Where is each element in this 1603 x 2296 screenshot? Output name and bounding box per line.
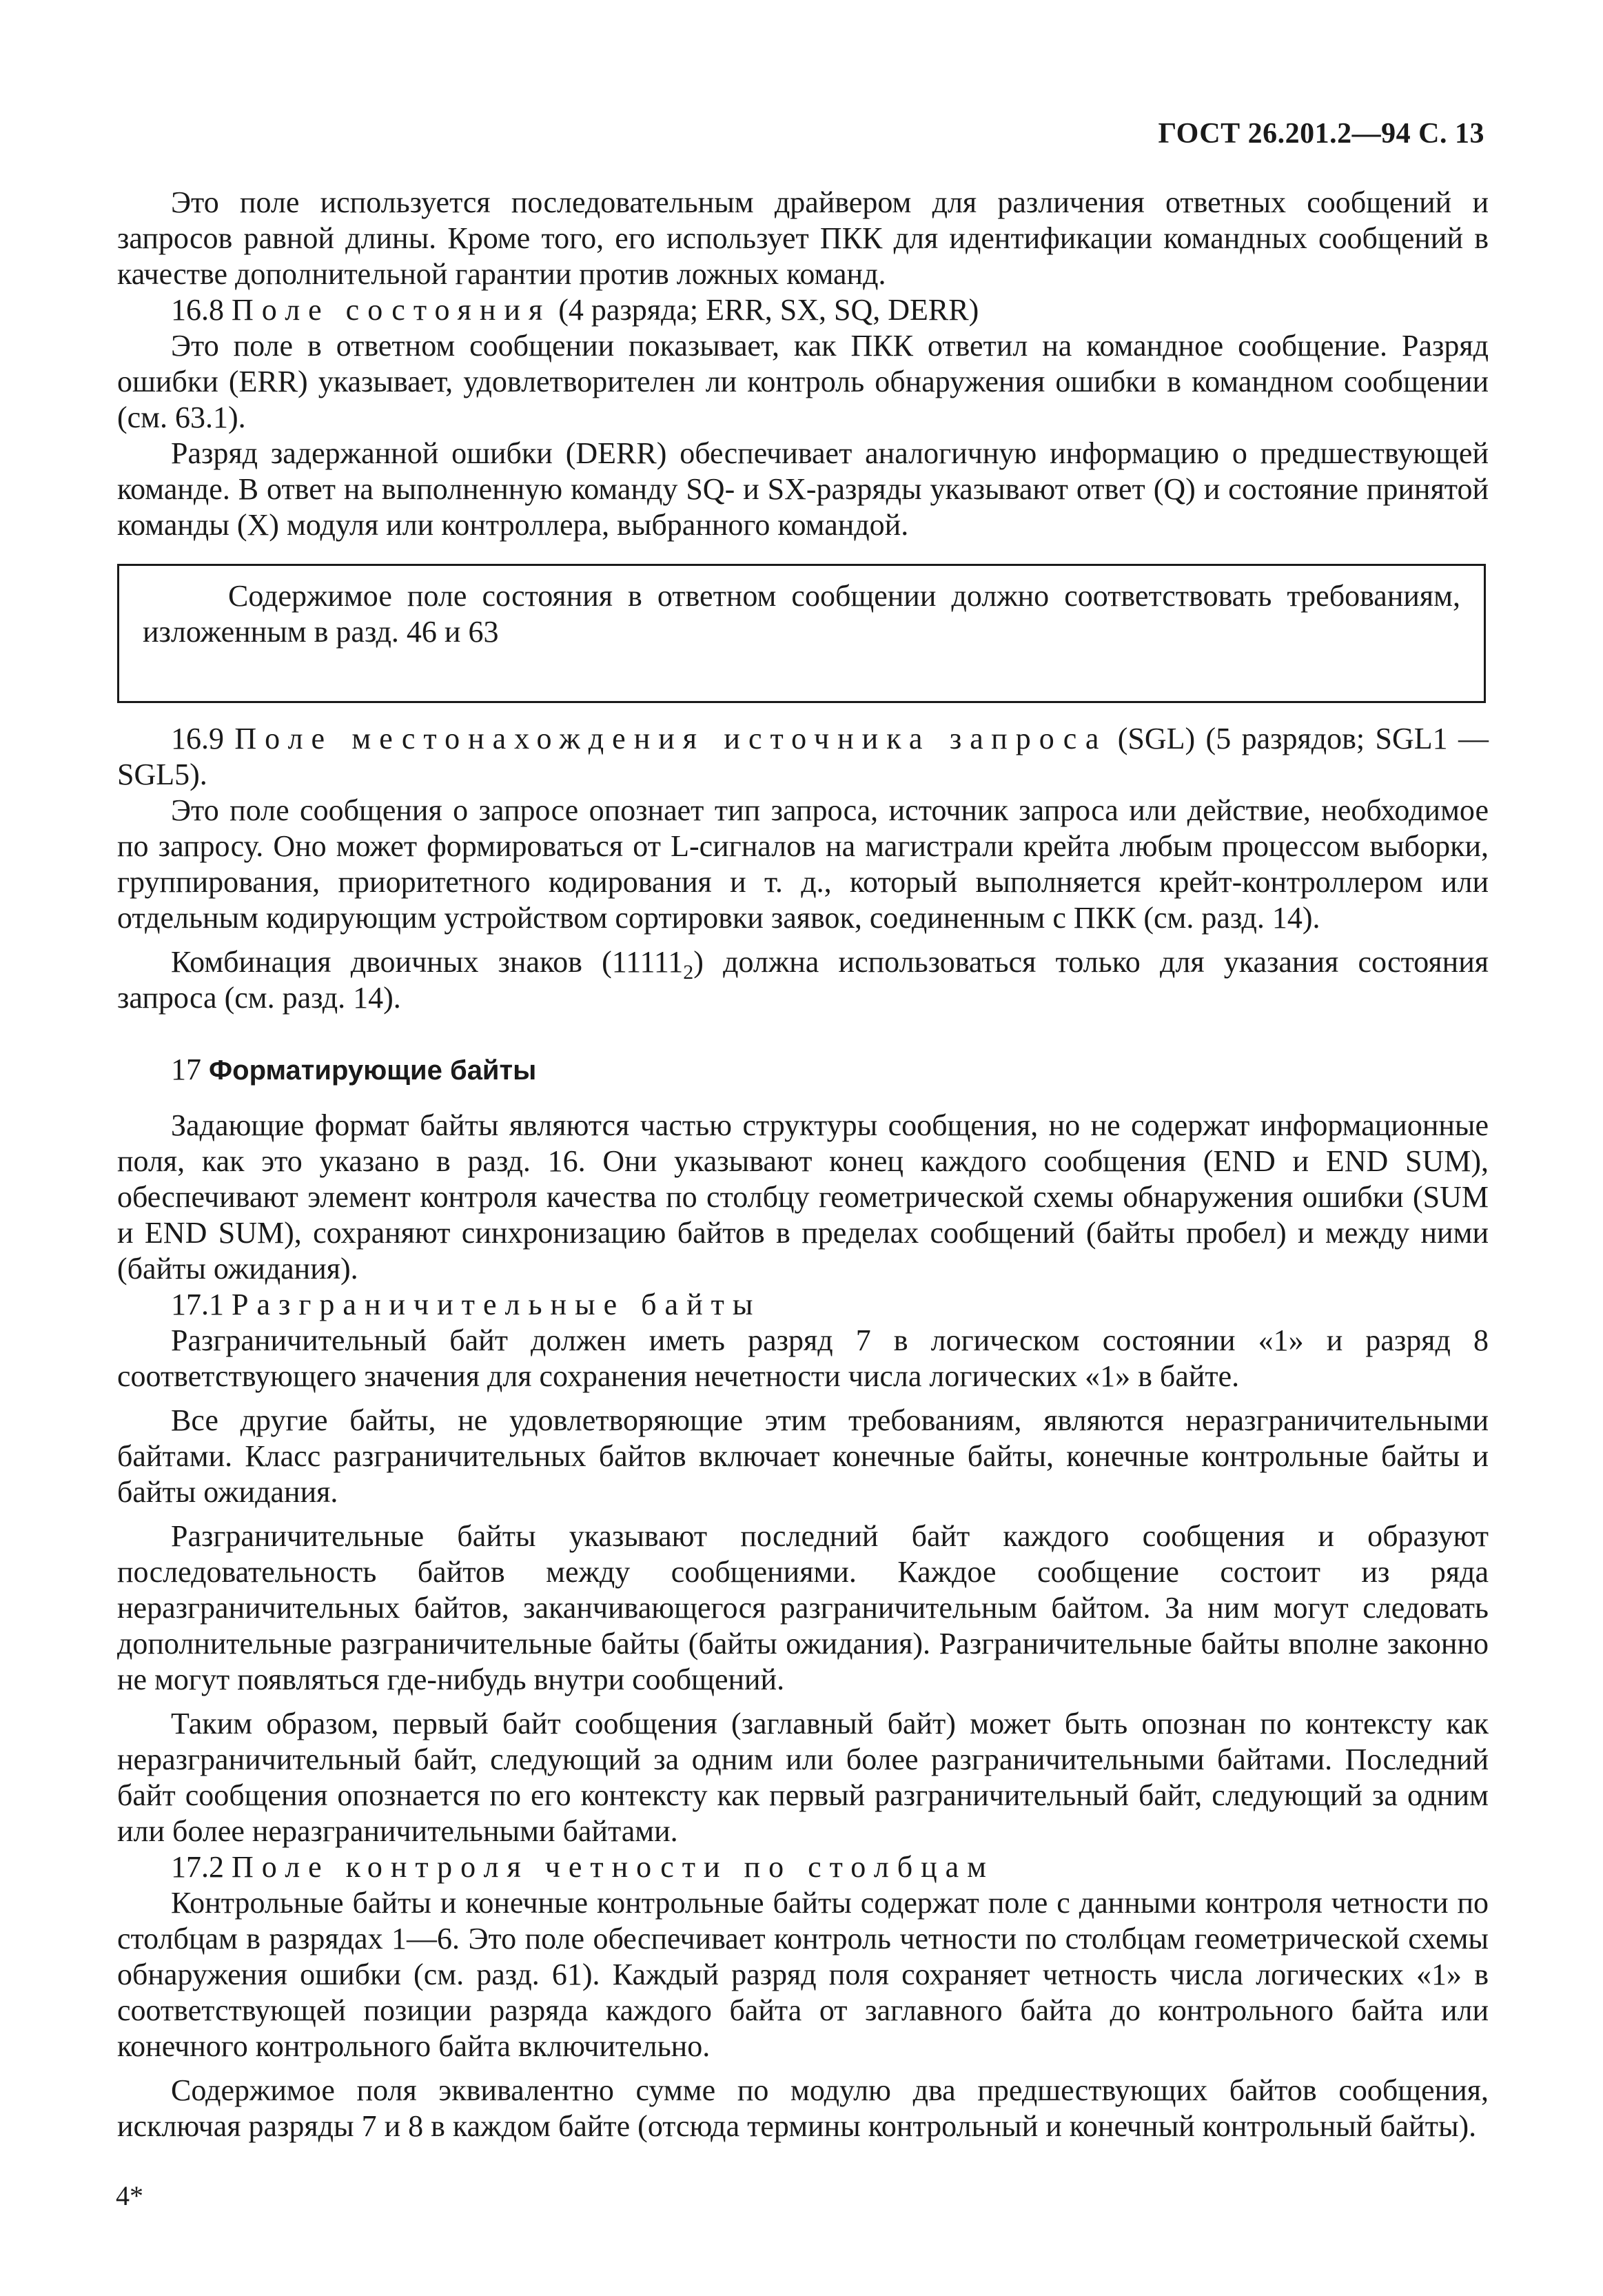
clause-number: 16.9: [171, 722, 224, 755]
page-header: ГОСТ 26.201.2—94 С. 13: [1158, 118, 1484, 150]
paragraph: Все другие байты, не удовлетворяющие этим требованиям, являются неразграничительными байтами. Класс разграничительных байтов включает конечные байты, конечные контрольные байты и байты ожидания.: [117, 1403, 1489, 1509]
clause-heading-17-2: [117, 1849, 1489, 1885]
requirement-box: [117, 564, 1486, 703]
paragraph: Это поле используется последовательным драйвером для различения ответных сообщений и запросов равной длины. Кроме того, его использует ПКК для идентификации командных сообщений в качестве дополнительной гарантии против ложных команд.: [117, 185, 1489, 291]
clause-title-rest: (4 разряда; ERR, SX, SQ, DERR): [551, 293, 979, 327]
section-number: 17: [171, 1053, 201, 1086]
requirement-text: Содержимое поле состояния в ответном сообщении должно соответствовать требованиям, изложенным в разд. 46 и 63: [143, 579, 1460, 649]
clause-number: 17.1: [171, 1288, 224, 1321]
paragraph: Разграничительный байт должен иметь разряд 7 в логическом состоянии «1» и разряд 8 соответствующего значения для сохранения нечетности числа логических «1» в байте.: [117, 1323, 1489, 1393]
section-heading-17: [117, 1052, 1489, 1088]
page-footer-mark: 4*: [116, 2180, 143, 2211]
paragraph: Таким образом, первый байт сообщения (заглавный байт) может быть опознан по контексту как неразграничительный байт, следующий за одним или более разграничительными байтами. Последний байт сообщения опознается по его контексту как первый разграничительный байт, следующий за одним или более неразграничительными байтами.: [117, 1707, 1489, 1848]
clause-heading-16-8: [117, 292, 1489, 328]
paragraph: [117, 944, 1489, 1016]
text-fragment: ) должна использоваться только для указания состояния запроса (см. разд. 14).: [117, 945, 1489, 1015]
paragraph: Разряд задержанной ошибки (DERR) обеспечивает аналогичную информацию о предшествующей команде. В ответ на выполненную команду SQ- и SX-разряды указывают ответ (Q) и состояние принятой команды (X) модуля или контроллера, выбранного командой.: [117, 436, 1489, 542]
paragraph: Это поле сообщения о запросе опознает тип запроса, источник запроса или действие, необходимое по запросу. Оно может формироваться от L-сигналов на магистрали крейта любым процессом выборки, группирования, приоритетного кодирования и т. д., который выполняется крейт-контроллером или отдельным кодирующим устройством сортировки заявок, соединенным с ПКК (см. разд. 14).: [117, 793, 1489, 935]
text-fragment: Комбинация двоичных знаков (11111: [171, 945, 684, 979]
clause-title: Поле местонахождения источника запроса: [234, 722, 1107, 755]
section-title: Форматирующие байты: [209, 1055, 537, 1086]
page-content: [117, 185, 1489, 2144]
paragraph: Задающие формат байты являются частью структуры сообщения, но не содержат информационные поля, как это указано в разд. 16. Они указывают конец каждого сообщения (END и END SUM), обеспечивают элемент контроля качества по столбцу геометрической схемы обнаружения ошибки (SUM и END SUM), сохраняют синхронизацию байтов в пределах сообщений (байты пробел) и между ними (байты ожидания).: [117, 1108, 1489, 1286]
clause-title: Разграничительные байты: [232, 1288, 762, 1321]
paragraph: Контрольные байты и конечные контрольные байты содержат поле с данными контроля четности по столбцам в разрядах 1—6. Это поле обеспечивает контроль четности по столбцам геометрической схемы обнаружения ошибки (см. разд. 61). Каждый разряд поля сохраняет четность числа логических «1» в соответствующей позиции разряда каждого байта от заглавного байта до контрольного байта или конечного контрольного байта включительно.: [117, 1886, 1489, 2063]
paragraph: Содержимое поля эквивалентно сумме по модулю два предшествующих байтов сообщения, исключая разряды 7 и 8 в каждом байте (отсюда термины контрольный и конечный контрольный байты).: [117, 2073, 1489, 2143]
subscript: 2: [683, 960, 694, 984]
clause-title: Поле контроля четности по столбцам: [232, 1850, 994, 1884]
paragraph: Это поле в ответном сообщении показывает, как ПКК ответил на командное сообщение. Разряд ошибки (ERR) указывает, удовлетворителен ли контроль обнаружения ошибки в командном сообщении (см. 63.1).: [117, 329, 1489, 434]
clause-number: 17.2: [171, 1850, 224, 1884]
clause-heading-17-1: [117, 1287, 1489, 1323]
clause-title-rest: (SGL) (5 разрядов; SGL1 — SGL5).: [117, 722, 1489, 791]
clause-number: 16.8: [171, 293, 224, 327]
clause-heading-16-9: [117, 721, 1489, 793]
clause-title: Поле состояния: [232, 293, 551, 327]
paragraph: Разграничительные байты указывают последний байт каждого сообщения и образуют последовательность байтов между сообщениями. Каждое сообщение состоит из ряда неразграничительных байтов, заканчивающегося разграничительным байтом. За ним могут следовать дополнительные разграничительные байты (байты ожидания). Разграничительные байты вполне законно не могут появляться где-нибудь внутри сообщений.: [117, 1519, 1489, 1696]
